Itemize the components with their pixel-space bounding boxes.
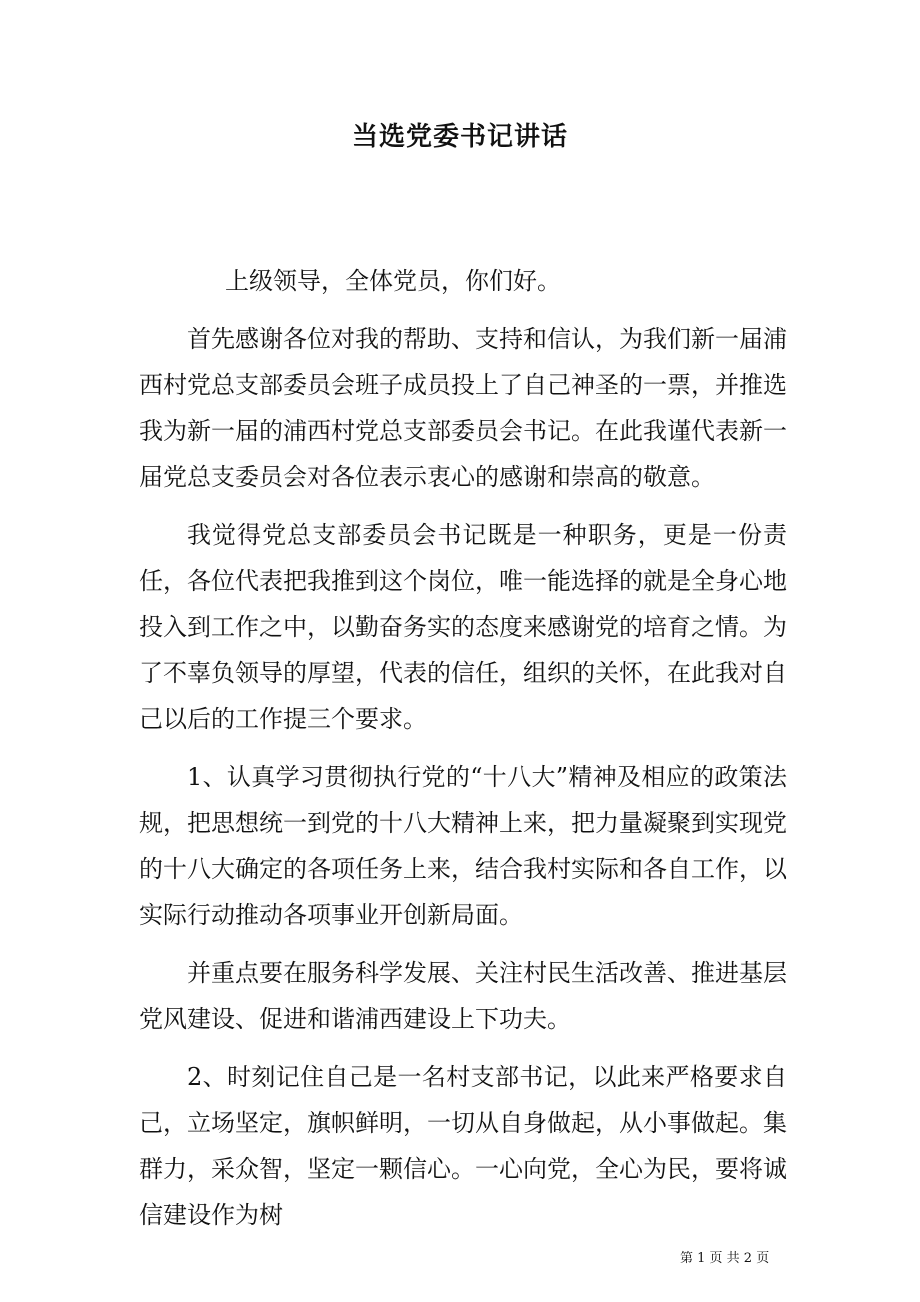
paragraph: 首先感谢各位对我的帮助、支持和信认，为我们新一届浦西村党总支部委员会班子成员投上了自己神圣的一票，并推选我为新一届的浦西村党总支部委员会书记。在此我谨代表新一届党总支委员会对各位表示衷心的感谢和崇高的敬意。 bbox=[139, 325, 787, 491]
paragraph: 并重点要在服务科学发展、关注村民生活改善、推进基层党风建设、促进和谐浦西建设上下功夫。 bbox=[139, 959, 787, 1033]
document-title: 当选党委书记讲话 bbox=[351, 122, 568, 152]
paragraph-greeting: 上级领导，全体党员，你们好。 bbox=[225, 267, 561, 295]
paragraph: 2、时刻记住自己是一名村支部书记，以此来严格要求自己，立场坚定，旗帜鲜明，一切从自身做起，从小事做起。集群力，采众智，坚定一颗信心。一心向党，全心为民，要将诚信建设作为树 bbox=[139, 1063, 787, 1229]
paragraph: 1、认真学习贯彻执行党的“十八大”精神及相应的政策法规，把思想统一到党的十八大精神上来，把力量凝聚到实现党的十八大确定的各项任务上来，结合我村实际和各自工作，以实际行动推动各项事业开创新局面。 bbox=[139, 763, 787, 929]
document-body bbox=[139, 258, 787, 1250]
page-number: 第 1 页 共 2 页 bbox=[680, 1251, 770, 1266]
paragraph: 我觉得党总支部委员会书记既是一种职务，更是一份责任，各位代表把我推到这个岗位，唯一能选择的就是全身心地投入到工作之中，以勤奋务实的态度来感谢党的培育之情。为了不辜负领导的厚望，代表的信任，组织的关怀，在此我对自己以后的工作提三个要求。 bbox=[139, 521, 787, 733]
